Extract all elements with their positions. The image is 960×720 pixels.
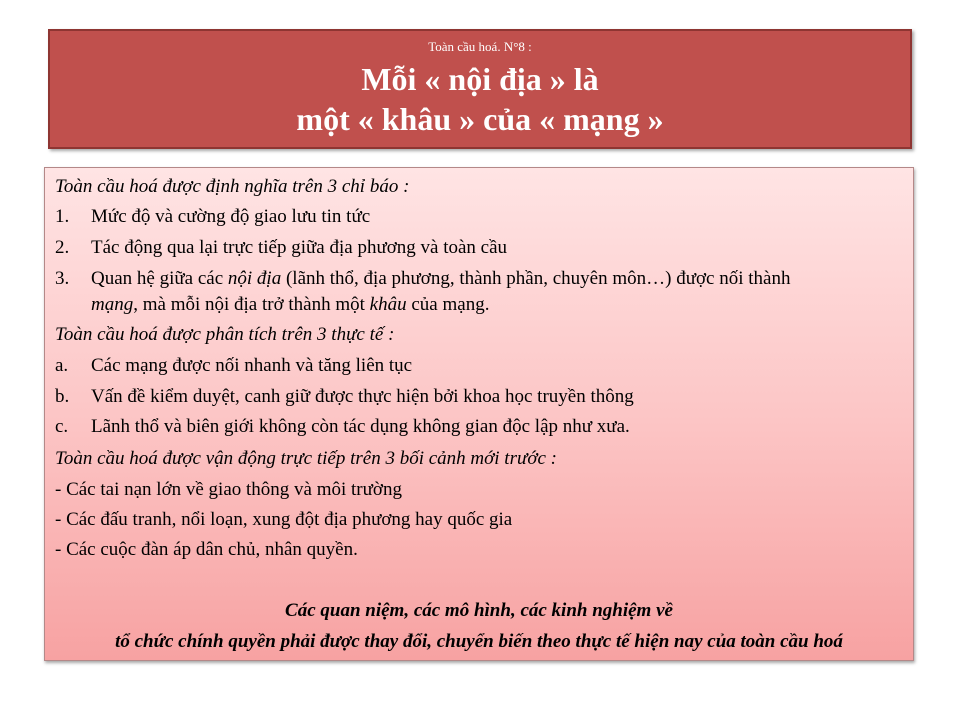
list-text: Mức độ và cường độ giao lưu tin tức [91, 206, 371, 227]
conclusion-line-2: tổ chức chính quyền phải được thay đổi, chuyển biến theo thực tế hiện nay của toàn cầu hoá [115, 631, 843, 652]
list-text: Lãnh thổ và biên giới không còn tác dụng không gian độc lập như xưa. [91, 416, 630, 437]
list-text: Tác động qua lại trực tiếp giữa địa phương và toàn cầu [91, 237, 508, 258]
list-marker: 3. [55, 268, 70, 289]
list-text: Vấn đề kiểm duyệt, canh giữ được thực hiện bởi khoa học truyền thông [91, 386, 634, 407]
list-marker: a. [55, 355, 69, 376]
dash-item: - Các tai nạn lớn về giao thông và môi trường [55, 479, 402, 500]
list-marker: b. [55, 386, 70, 407]
list-marker: 1. [55, 206, 70, 227]
title-line-2: một « khâu » của « mạng » [296, 101, 664, 137]
text-run: của mạng. [406, 294, 490, 315]
list-marker: c. [55, 416, 69, 437]
dash-item: - Các cuộc đàn áp dân chủ, nhân quyền. [55, 539, 358, 560]
list-text [91, 268, 790, 290]
heading-analysis: Toàn cầu hoá được phân tích trên 3 thực tế : [55, 324, 395, 345]
text-run: , mà mỗi nội địa trở thành một [133, 294, 370, 315]
slide-number: Toàn cầu hoá. N°8 : [428, 39, 532, 54]
dash-item: - Các đấu tranh, nổi loạn, xung đột địa phương hay quốc gia [55, 509, 513, 530]
text-run: Quan hệ giữa các [91, 268, 228, 289]
emphasis-mang: mạng [91, 294, 134, 315]
content-panel [44, 167, 914, 661]
title-line-1: Mỗi « nội địa » là [361, 61, 599, 97]
emphasis-khau: khâu [369, 294, 407, 315]
title-banner [48, 29, 912, 149]
list-marker: 2. [55, 237, 70, 258]
conclusion-line-1: Các quan niệm, các mô hình, các kinh nghiệm về [285, 600, 673, 621]
heading-definition: Toàn cầu hoá được định nghĩa trên 3 chỉ báo : [55, 176, 410, 197]
list-text: Các mạng được nối nhanh và tăng liên tục [91, 355, 413, 376]
list-text [91, 294, 489, 316]
emphasis-noi-dia: nội địa [227, 268, 282, 289]
text-run: (lãnh thổ, địa phương, thành phần, chuyên môn…) được nối thành [281, 268, 791, 289]
heading-contexts: Toàn cầu hoá được vận động trực tiếp trên 3 bối cảnh mới trước : [55, 448, 557, 469]
